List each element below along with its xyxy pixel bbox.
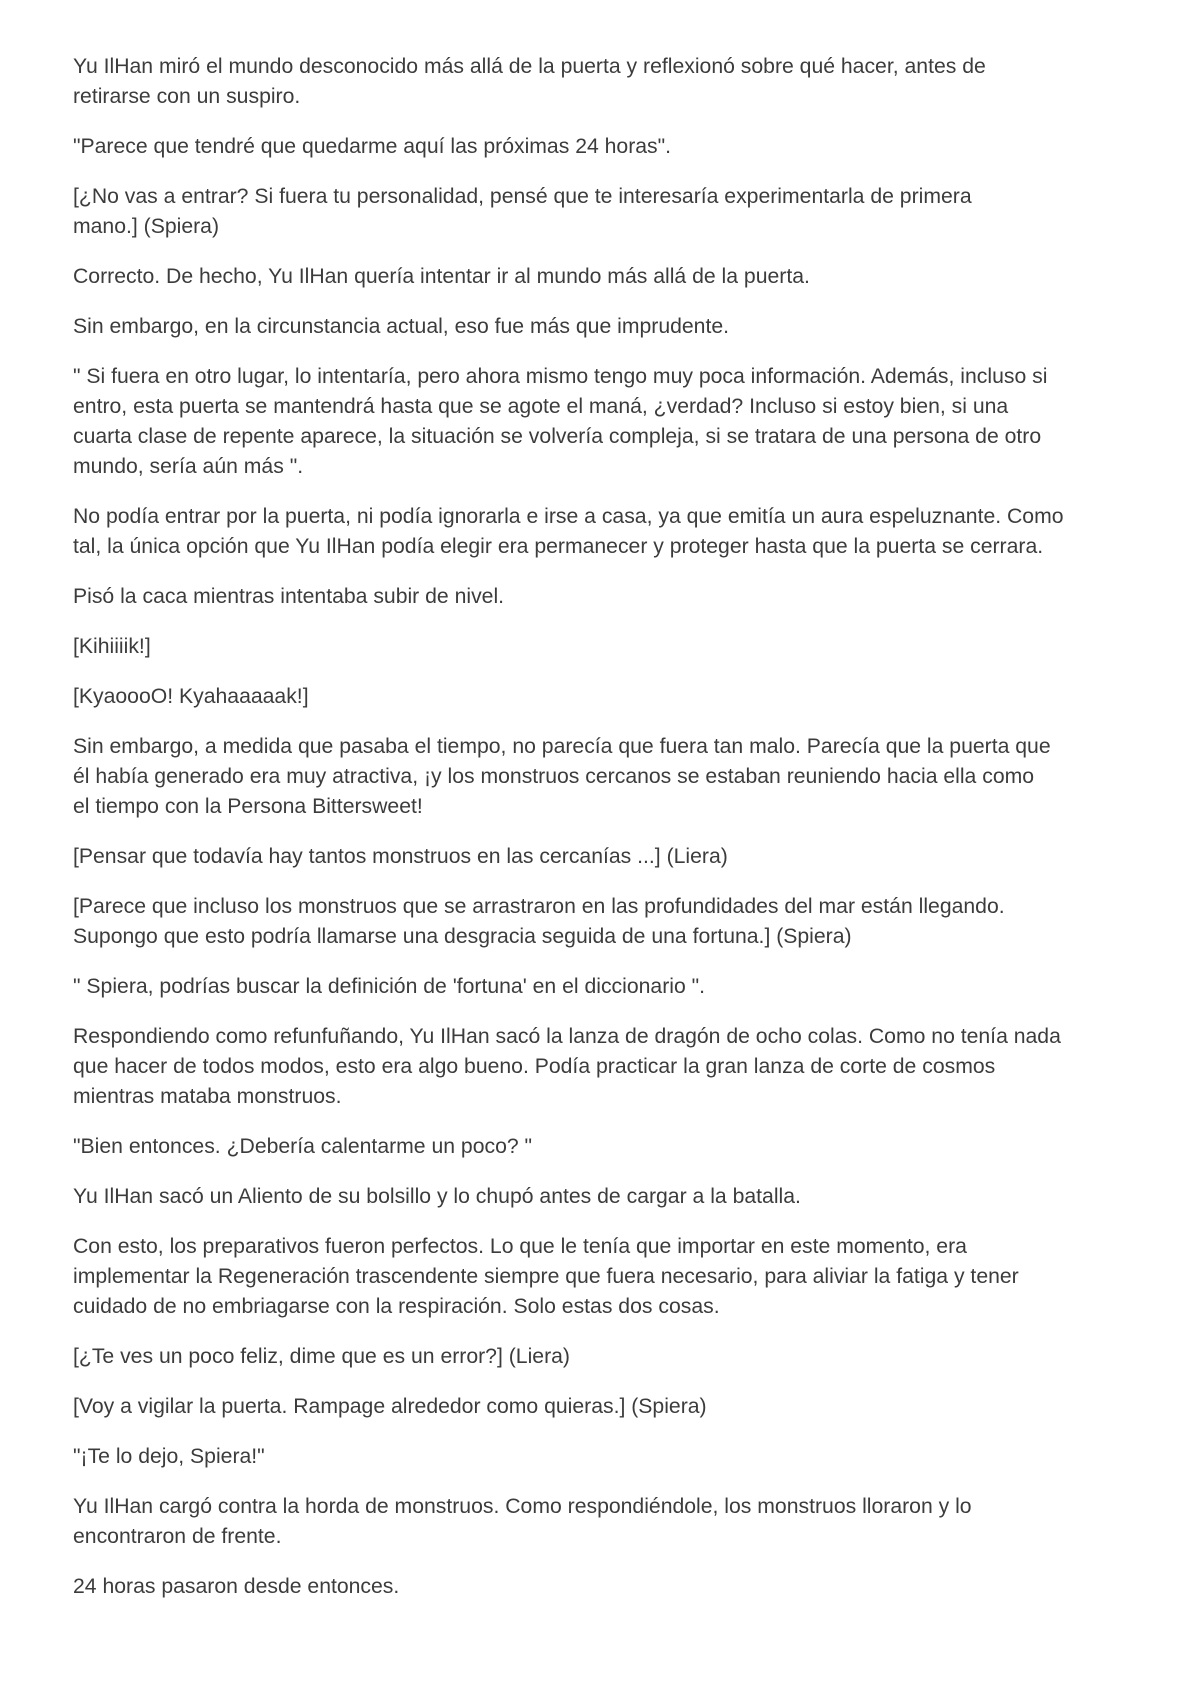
paragraph-19: [¿Te ves un poco feliz, dime que es un error?] (Liera)	[73, 1345, 570, 1368]
paragraph-15: Respondiendo como refunfuñando, Yu IlHan sacó la lanza de dragón de ocho colas. Como no tenía nada que hacer de todos modos, esto era algo bueno. Podía practicar la gran lanza de corte de cosmos mientras mataba monstruos.	[73, 1025, 1061, 1108]
paragraph-5: Sin embargo, en la circunstancia actual, eso fue más que imprudente.	[73, 315, 730, 338]
paragraph-3: [¿No vas a entrar? Si fuera tu personalidad, pensé que te interesaría experimentarla de primera mano.] (Spiera)	[73, 185, 972, 238]
paragraph-23: 24 horas pasaron desde entonces.	[73, 1575, 400, 1598]
paragraph-1: Yu IlHan miró el mundo desconocido más allá de la puerta y reflexionó sobre qué hacer, antes de retirarse con un suspiro.	[73, 55, 986, 108]
paragraph-18: Con esto, los preparativos fueron perfectos. Lo que le tenía que importar en este momento, era implementar la Regeneración trascendente siempre que fuera necesario, para aliviar la fatiga y tener cuidado de no embriagarse con la respiración. Solo estas dos cosas.	[73, 1235, 1019, 1318]
paragraph-21: "¡Te lo dejo, Spiera!"	[73, 1445, 265, 1468]
document-page	[73, 52, 1123, 1622]
paragraph-14: " Spiera, podrías buscar la definición de 'fortuna' en el diccionario ".	[73, 975, 706, 998]
paragraph-12: [Pensar que todavía hay tantos monstruos en las cercanías ...] (Liera)	[73, 845, 728, 868]
paragraph-4: Correcto. De hecho, Yu IlHan quería intentar ir al mundo más allá de la puerta.	[73, 265, 810, 288]
paragraph-10: [KyaoooO! Kyahaaaaak!]	[73, 685, 309, 708]
paragraph-20: [Voy a vigilar la puerta. Rampage alrededor como quieras.] (Spiera)	[73, 1395, 707, 1418]
paragraph-13: [Parece que incluso los monstruos que se arrastraron en las profundidades del mar están llegando. Supongo que esto podría llamarse una desgracia seguida de una fortuna.] (Spiera)	[73, 895, 1005, 948]
paragraph-2: "Parece que tendré que quedarme aquí las próximas 24 horas".	[73, 135, 672, 158]
paragraph-16: "Bien entonces. ¿Debería calentarme un poco? "	[73, 1135, 533, 1158]
paragraph-8: Pisó la caca mientras intentaba subir de nivel.	[73, 585, 505, 608]
paragraph-9: [Kihiiiik!]	[73, 635, 151, 658]
paragraph-6: " Si fuera en otro lugar, lo intentaría, pero ahora mismo tengo muy poca información. Además, incluso si entro, esta puerta se mantendrá hasta que se agote el maná, ¿verdad? Incluso si estoy bien, si una cuarta clase de repente aparece, la situación se volvería compleja, si se tratara de una persona de otro mundo, sería aún más ".	[73, 365, 1048, 478]
paragraph-7: No podía entrar por la puerta, ni podía ignorarla e irse a casa, ya que emitía un aura espeluznante. Como tal, la única opción que Yu IlHan podía elegir era permanecer y proteger hasta que la puerta se cerrara.	[73, 505, 1064, 558]
paragraph-11: Sin embargo, a medida que pasaba el tiempo, no parecía que fuera tan malo. Parecía que la puerta que él había generado era muy atractiva, ¡y los monstruos cercanos se estaban reuniendo hacia ella como el tiempo con la Persona Bittersweet!	[73, 735, 1051, 818]
paragraph-17: Yu IlHan sacó un Aliento de su bolsillo y lo chupó antes de cargar a la batalla.	[73, 1185, 801, 1208]
paragraph-22: Yu IlHan cargó contra la horda de monstruos. Como respondiéndole, los monstruos lloraron y lo encontraron de frente.	[73, 1495, 972, 1548]
